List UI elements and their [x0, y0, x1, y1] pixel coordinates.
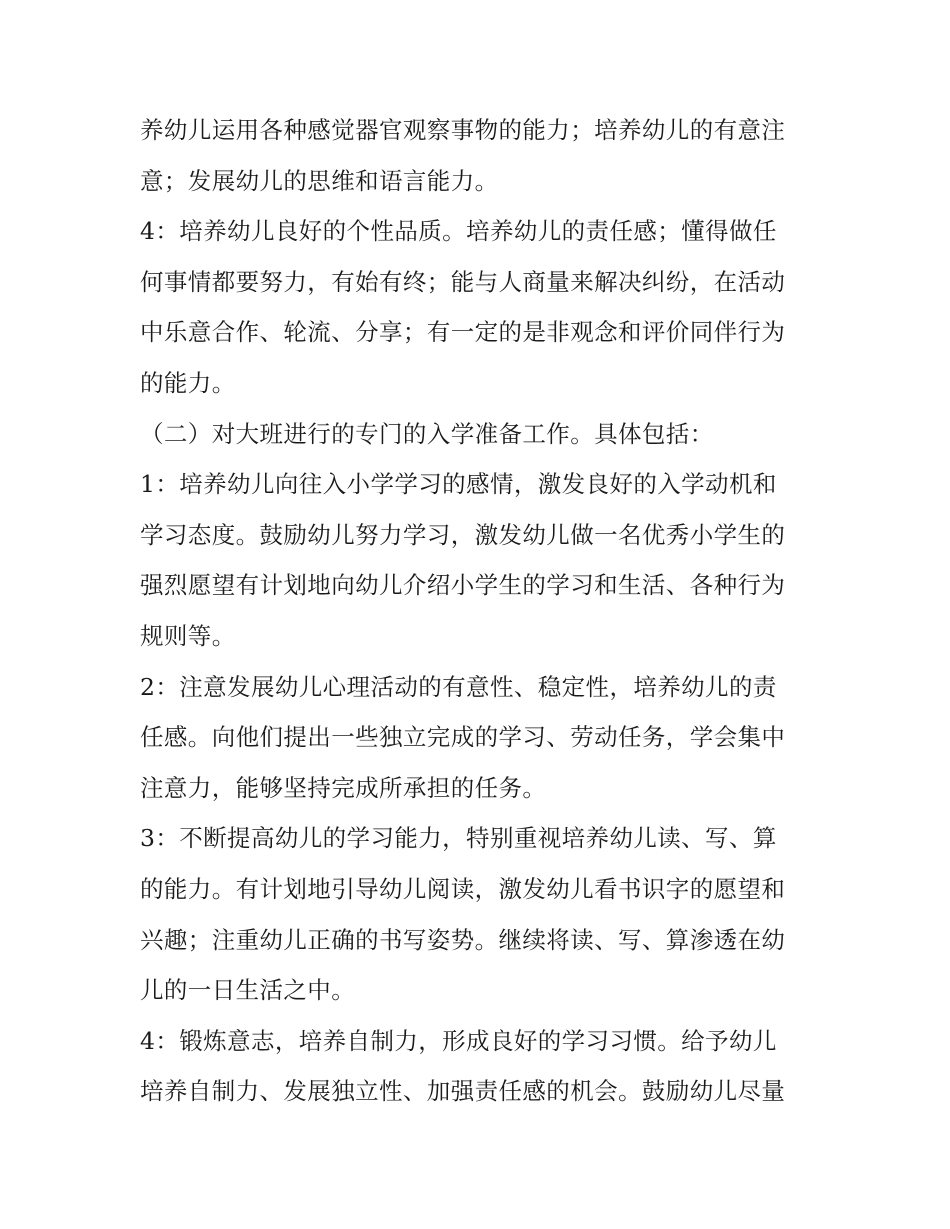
- document-body: [140, 105, 820, 1117]
- text-line: 3：不断提高幼儿的学习能力，特别重视培养幼儿读、写、算: [140, 824, 777, 853]
- text-line: 培养自制力、发展独立性、加强责任感的机会。鼓励幼儿尽量: [140, 1077, 786, 1106]
- text-line: 的能力。有计划地引导幼儿阅读，激发幼儿看书识字的愿望和: [140, 874, 786, 903]
- text-line: 2：注意发展幼儿心理活动的有意性、稳定性，培养幼儿的责: [140, 672, 777, 701]
- text-line: 何事情都要努力，有始有终；能与人商量来解决纠纷，在活动: [140, 267, 786, 296]
- text-line: 兴趣；注重幼儿正确的书写姿势。继续将读、写、算渗透在幼: [140, 925, 786, 954]
- text-line: 规则等。: [140, 621, 236, 650]
- text-line: 养幼儿运用各种感觉器官观察事物的能力；培养幼儿的有意注: [140, 116, 786, 144]
- text-line: 强烈愿望有计划地向幼儿介绍小学生的学习和生活、各种行为: [140, 571, 786, 600]
- text-line: 任感。向他们提出一些独立完成的学习、劳动任务，学会集中: [140, 723, 786, 752]
- text-line: 学习态度。鼓励幼儿努力学习，激发幼儿做一名优秀小学生的: [140, 520, 786, 549]
- text-line: 注意力，能够坚持完成所承担的任务。: [140, 773, 547, 802]
- text-line: 4：锻炼意志，培养自制力，形成良好的学习习惯。给予幼儿: [140, 1026, 777, 1055]
- text-line: 儿的一日生活之中。: [140, 976, 356, 1005]
- text-line: 的能力。: [140, 368, 236, 397]
- text-line: 4：培养幼儿良好的个性品质。培养幼儿的责任感；懂得做任: [140, 217, 777, 246]
- text-line: 中乐意合作、轮流、分享；有一定的是非观念和评价同伴行为: [140, 318, 786, 347]
- text-line: 意；发展幼儿的思维和语言能力。: [140, 166, 499, 195]
- section-heading: （二）对大班进行的专门的入学准备工作。具体包括：: [140, 419, 714, 448]
- text-line: 1：培养幼儿向往入小学学习的感情，激发良好的入学动机和: [140, 470, 777, 499]
